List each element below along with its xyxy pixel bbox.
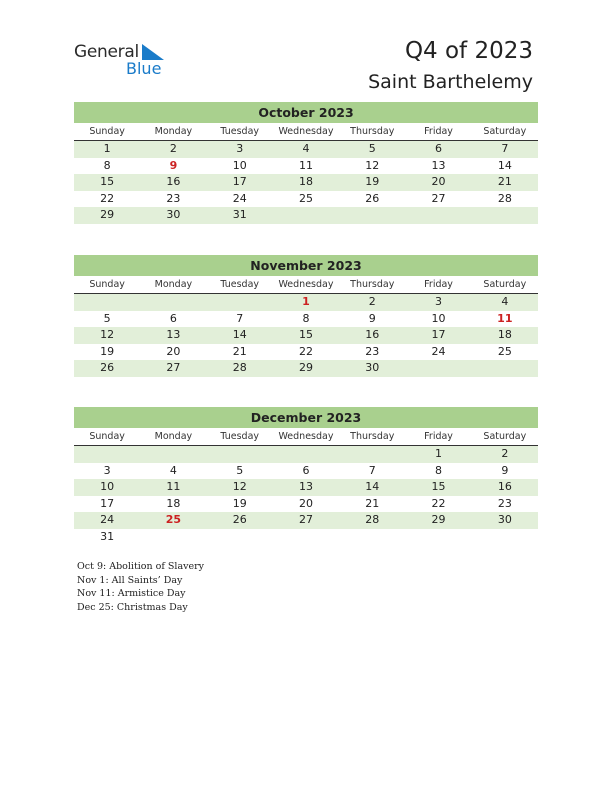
weekday-header-row: [74, 429, 538, 446]
weekday-label: Friday: [424, 279, 453, 290]
empty-day-cell: [140, 446, 206, 463]
weekday-label: Wednesday: [278, 126, 334, 137]
day-cell: 27: [166, 361, 181, 374]
day-cell: 29: [298, 361, 313, 374]
weekday-label: Saturday: [483, 431, 527, 442]
day-cell: 18: [298, 175, 313, 188]
week-row: [74, 158, 538, 175]
empty-day-cell: [207, 294, 273, 311]
weekday-label: Sunday: [89, 279, 125, 290]
week-row: [74, 360, 538, 377]
day-cell: 19: [365, 175, 380, 188]
day-cell: 5: [103, 311, 111, 325]
empty-day-cell: [472, 529, 538, 546]
day-cell: 13: [431, 158, 446, 172]
day-cell: 7: [368, 463, 376, 477]
empty-day-cell: [140, 294, 206, 311]
day-cell: 24: [431, 344, 446, 358]
holiday-note: Nov 1: All Saints’ Day: [77, 574, 183, 586]
day-cell: 8: [302, 311, 310, 325]
day-cell: 6: [435, 142, 443, 155]
day-cell: 22: [298, 344, 313, 358]
day-cell: 21: [365, 496, 380, 510]
day-cell: 30: [166, 208, 181, 221]
day-cell: 27: [298, 513, 313, 526]
day-cell: 22: [100, 191, 115, 205]
month-header: November 2023: [74, 255, 538, 276]
weekday-label: Saturday: [483, 279, 527, 290]
empty-day-cell: [273, 529, 339, 546]
empty-day-cell: [405, 207, 471, 224]
day-cell: 3: [435, 295, 443, 308]
week-row: [74, 174, 538, 191]
day-cell: 6: [302, 463, 310, 477]
month-december: [74, 407, 538, 545]
day-cell: 26: [232, 513, 247, 526]
day-cell: 1: [302, 295, 310, 308]
weekday-label: Wednesday: [278, 431, 334, 442]
week-row: [74, 207, 538, 224]
day-cell: 26: [365, 191, 380, 205]
empty-day-cell: [273, 207, 339, 224]
day-cell: 28: [232, 361, 247, 374]
day-cell: 3: [103, 463, 111, 477]
day-cell: 14: [497, 158, 512, 172]
weekday-label: Monday: [154, 279, 193, 290]
day-cell: 6: [169, 311, 177, 325]
day-cell: 20: [298, 496, 313, 510]
day-cell: 7: [501, 142, 509, 155]
day-cell: 16: [365, 328, 380, 341]
day-cell: 9: [501, 463, 509, 477]
month-header: December 2023: [74, 407, 538, 428]
week-row: [74, 294, 538, 311]
day-cell: 23: [497, 496, 512, 510]
day-cell: 8: [103, 158, 111, 172]
holiday-note: Nov 11: Armistice Day: [77, 588, 186, 599]
day-cell: 28: [497, 191, 512, 205]
day-cell: 9: [169, 158, 178, 172]
day-cell: 27: [431, 191, 446, 205]
empty-day-cell: [140, 529, 206, 546]
day-cell: 25: [497, 344, 512, 358]
day-cell: 17: [100, 496, 115, 510]
week-row: [74, 512, 538, 529]
day-cell: 14: [365, 480, 380, 493]
empty-day-cell: [207, 446, 273, 463]
day-cell: 2: [169, 142, 177, 155]
month-october: [74, 102, 538, 224]
day-cell: 2: [501, 447, 509, 460]
day-cell: 11: [298, 158, 313, 172]
day-cell: 12: [100, 328, 115, 341]
day-cell: 4: [501, 295, 509, 308]
day-cell: 11: [166, 480, 181, 493]
day-cell: 2: [368, 295, 376, 308]
week-row: [74, 344, 538, 361]
month-header: October 2023: [74, 102, 538, 123]
day-cell: 19: [232, 496, 247, 510]
weekday-label: Friday: [424, 431, 453, 442]
page-title: Q4 of 2023: [404, 38, 533, 64]
weekday-label: Tuesday: [220, 431, 260, 442]
day-cell: 22: [431, 496, 446, 510]
empty-day-cell: [74, 294, 140, 311]
empty-day-cell: [74, 446, 140, 463]
week-row: [74, 496, 538, 513]
day-cell: 15: [100, 175, 115, 188]
day-cell: 5: [368, 142, 376, 155]
logo-word-blue: Blue: [126, 59, 162, 78]
logo-word-general: General: [74, 42, 139, 62]
empty-day-cell: [405, 529, 471, 546]
page-subtitle: Saint Barthelemy: [368, 71, 533, 93]
weekday-label: Monday: [154, 431, 193, 442]
day-cell: 30: [365, 361, 380, 374]
day-cell: 20: [431, 175, 446, 188]
day-cell: 13: [298, 480, 313, 493]
day-cell: 5: [236, 463, 244, 477]
day-cell: 3: [236, 142, 244, 155]
day-cell: 18: [497, 328, 512, 341]
holiday-note: Dec 25: Christmas Day: [77, 601, 188, 613]
day-cell: 1: [435, 447, 443, 460]
week-row: [74, 191, 538, 208]
weekday-label: Monday: [154, 126, 193, 137]
day-cell: 24: [100, 513, 115, 526]
empty-day-cell: [472, 207, 538, 224]
day-cell: 9: [368, 311, 376, 325]
day-cell: 25: [298, 191, 313, 205]
weekday-label: Thursday: [350, 431, 395, 442]
empty-day-cell: [472, 360, 538, 377]
day-cell: 14: [232, 328, 247, 341]
day-cell: 18: [166, 496, 181, 510]
day-cell: 8: [435, 463, 443, 477]
month-november: [74, 255, 538, 377]
weekday-header-row: [74, 277, 538, 294]
day-cell: 24: [232, 191, 247, 205]
weekday-label: Saturday: [483, 126, 527, 137]
week-row: [74, 446, 538, 463]
day-cell: 25: [165, 513, 182, 526]
day-cell: 29: [100, 208, 115, 221]
day-cell: 20: [166, 344, 181, 358]
empty-day-cell: [207, 529, 273, 546]
week-row: [74, 311, 538, 328]
logo: [74, 40, 174, 80]
day-cell: 10: [431, 311, 446, 325]
day-cell: 19: [100, 344, 115, 358]
weekday-label: Sunday: [89, 126, 125, 137]
day-cell: 28: [365, 513, 380, 526]
weekday-label: Tuesday: [220, 126, 260, 137]
day-cell: 30: [497, 513, 512, 526]
empty-day-cell: [339, 446, 405, 463]
day-cell: 21: [232, 344, 247, 358]
week-row: [74, 479, 538, 496]
holiday-note: Oct 9: Abolition of Slavery: [77, 561, 205, 572]
empty-day-cell: [339, 529, 405, 546]
empty-day-cell: [405, 360, 471, 377]
week-row: [74, 463, 538, 480]
empty-day-cell: [339, 207, 405, 224]
day-cell: 10: [232, 158, 247, 172]
weekday-label: Sunday: [89, 431, 125, 442]
day-cell: 15: [298, 328, 313, 341]
day-cell: 7: [236, 311, 244, 325]
week-row: [74, 141, 538, 158]
weekday-label: Friday: [424, 126, 453, 137]
day-cell: 4: [302, 142, 310, 155]
day-cell: 10: [100, 480, 115, 493]
weekday-header-row: [74, 124, 538, 141]
empty-day-cell: [273, 446, 339, 463]
day-cell: 17: [431, 328, 446, 341]
day-cell: 4: [169, 463, 177, 477]
day-cell: 15: [431, 480, 446, 493]
logo-triangle-icon: [142, 44, 164, 60]
weekday-label: Tuesday: [220, 279, 260, 290]
day-cell: 23: [166, 191, 181, 205]
week-row: [74, 327, 538, 344]
day-cell: 12: [365, 158, 380, 172]
holiday-notes: [77, 560, 204, 614]
weekday-label: Thursday: [350, 279, 395, 290]
day-cell: 29: [431, 513, 446, 526]
day-cell: 1: [103, 142, 111, 155]
day-cell: 26: [100, 361, 115, 374]
week-row: [74, 529, 538, 546]
day-cell: 16: [497, 480, 512, 493]
day-cell: 13: [166, 328, 181, 341]
day-cell: 31: [232, 208, 247, 221]
day-cell: 16: [166, 175, 181, 188]
day-cell: 21: [497, 175, 512, 188]
day-cell: 31: [100, 529, 115, 543]
day-cell: 23: [365, 344, 380, 358]
weekday-label: Wednesday: [278, 279, 334, 290]
weekday-label: Thursday: [350, 126, 395, 137]
day-cell: 12: [232, 480, 247, 493]
day-cell: 11: [497, 311, 513, 325]
day-cell: 17: [232, 175, 247, 188]
